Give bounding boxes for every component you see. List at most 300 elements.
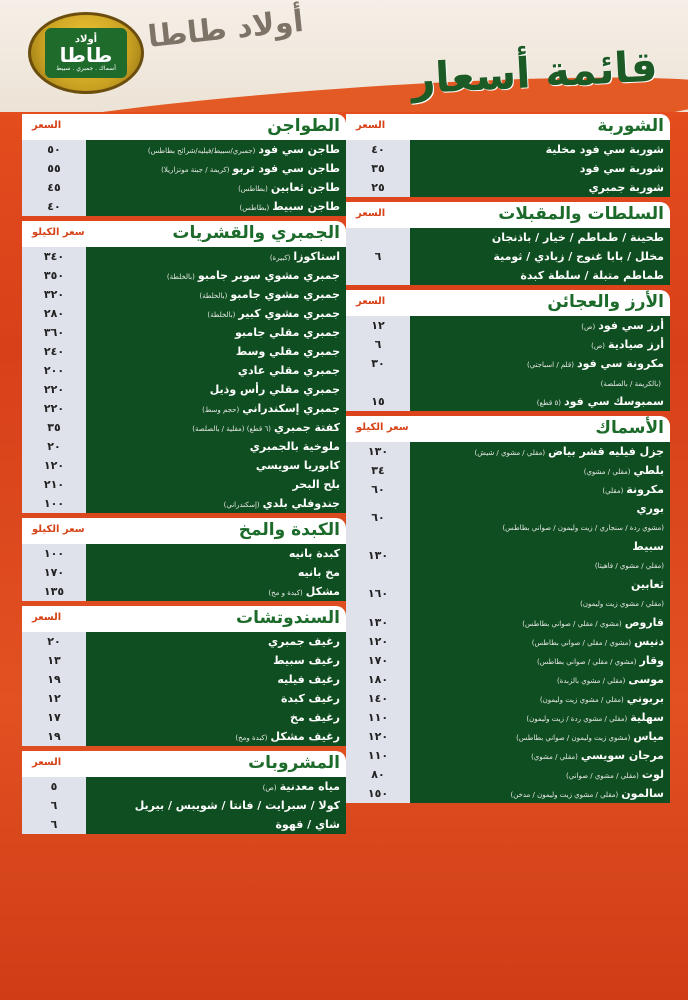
item-name: رغيف فيليه bbox=[277, 673, 340, 686]
item-name: قاروص bbox=[624, 616, 664, 629]
brand-name: أولاد طاطا bbox=[146, 3, 306, 55]
section-body bbox=[346, 140, 670, 197]
item-name: بربوني bbox=[626, 692, 664, 705]
item-name: جمبري مشوي جامبو bbox=[230, 288, 340, 301]
item-price: ١٧٠ bbox=[346, 651, 410, 670]
section-body bbox=[22, 140, 346, 216]
menu-item-row bbox=[22, 437, 346, 456]
item-name-cell bbox=[410, 159, 670, 178]
item-name: طحينة / طماطم / خيار / باذنجان bbox=[491, 231, 664, 244]
item-name-cell bbox=[86, 563, 346, 582]
item-name: مشكل bbox=[305, 585, 340, 598]
item-name-cell bbox=[410, 613, 670, 632]
item-note: (مقلي / مشوي / شيش) bbox=[474, 449, 546, 457]
item-note: (مقلي / مشوي ردة / زيت وليمون) bbox=[526, 715, 628, 723]
item-price: ٥٥ bbox=[22, 159, 86, 178]
item-price: ١٢٠ bbox=[346, 632, 410, 651]
item-price: ٢٢٠ bbox=[22, 380, 86, 399]
item-name: سمبوسك سي فود bbox=[564, 395, 664, 408]
item-name-cell bbox=[410, 537, 670, 575]
section-header bbox=[22, 114, 346, 140]
item-sub-note: (مشوي ردة / سنجاري / زيت وليمون / صواني بطاطس) bbox=[502, 524, 664, 532]
menu-item-row bbox=[346, 461, 670, 480]
item-name: رغيف سبيط bbox=[273, 654, 340, 667]
item-price: ٨٠ bbox=[346, 765, 410, 784]
menu-item-row bbox=[346, 537, 670, 575]
menu-item-row bbox=[22, 197, 346, 216]
menu-item-row bbox=[346, 670, 670, 689]
logo-name-text: طاطا bbox=[59, 43, 113, 67]
item-name-cell bbox=[86, 159, 346, 178]
section-title: الكبدة والمخ bbox=[238, 520, 340, 540]
menu-item-row bbox=[346, 247, 670, 266]
item-name: طاجن ثعابين bbox=[270, 181, 340, 194]
section-price-label: سعر الكيلو bbox=[356, 422, 409, 433]
item-name-cell bbox=[86, 342, 346, 361]
section-body bbox=[346, 316, 670, 411]
item-name-cell bbox=[86, 399, 346, 418]
item-note: (قلم / اسباجتي) bbox=[527, 361, 574, 369]
header bbox=[0, 0, 688, 112]
item-name: طاجن سي فود تربو bbox=[232, 162, 340, 175]
menu-item-row bbox=[346, 499, 670, 537]
item-name-cell bbox=[86, 544, 346, 563]
right-column bbox=[346, 114, 670, 808]
menu-item-row bbox=[22, 777, 346, 796]
item-name-cell bbox=[410, 746, 670, 765]
item-price: ١٧٠ bbox=[22, 563, 86, 582]
item-name-cell bbox=[410, 575, 670, 613]
section-header bbox=[346, 416, 670, 442]
item-name: كولا / سبرايت / فانتا / شويبس / بيريل bbox=[134, 799, 340, 812]
item-price: ٢١٠ bbox=[22, 475, 86, 494]
item-note: (بطاطس) bbox=[239, 204, 270, 212]
menu-item-row bbox=[22, 563, 346, 582]
item-name: موسى bbox=[628, 673, 664, 686]
menu-item-row bbox=[346, 228, 670, 247]
item-price: ٣٥ bbox=[22, 418, 86, 437]
menu-item-row bbox=[22, 651, 346, 670]
item-name: جمبري إسكندراني bbox=[242, 402, 340, 415]
item-name-cell bbox=[410, 140, 670, 159]
menu-item-row bbox=[22, 727, 346, 746]
logo-top-text: أولاد bbox=[74, 34, 98, 45]
item-note: (حجم وسط) bbox=[202, 406, 240, 414]
item-note: (بالخلطة) bbox=[166, 273, 195, 281]
item-name-cell bbox=[86, 777, 346, 796]
item-name: أرز سي فود bbox=[598, 319, 664, 332]
item-price bbox=[346, 266, 410, 285]
item-name-cell bbox=[410, 480, 670, 499]
menu-item-row bbox=[22, 304, 346, 323]
item-price: ١٥ bbox=[346, 392, 410, 411]
item-name: ملوخية بالجمبري bbox=[249, 440, 340, 453]
menu-item-row bbox=[346, 442, 670, 461]
item-name-cell bbox=[86, 727, 346, 746]
item-price: ٥ bbox=[22, 777, 86, 796]
section-title: المشروبات bbox=[248, 753, 340, 773]
item-name-cell bbox=[86, 475, 346, 494]
menu-item-row bbox=[22, 475, 346, 494]
menu-item-row bbox=[346, 613, 670, 632]
menu-item-row bbox=[22, 796, 346, 815]
section-header bbox=[22, 221, 346, 247]
item-name-cell bbox=[86, 418, 346, 437]
menu-item-row bbox=[346, 373, 670, 392]
menu-item-row bbox=[22, 323, 346, 342]
item-name-cell bbox=[86, 361, 346, 380]
item-name: لوت bbox=[641, 768, 664, 781]
item-price: ١٣ bbox=[22, 651, 86, 670]
menu-item-row bbox=[346, 575, 670, 613]
item-name-cell bbox=[410, 373, 670, 392]
item-name: جمبري مشوي كبير bbox=[238, 307, 340, 320]
item-name: كفتة جمبري bbox=[273, 421, 340, 434]
section-body bbox=[22, 544, 346, 601]
item-name: جمبري مقلي رأس وذيل bbox=[209, 383, 340, 396]
item-name: بلطي bbox=[633, 464, 664, 477]
section-price-label: السعر bbox=[356, 208, 386, 219]
menu-section bbox=[346, 114, 670, 197]
item-name: رغيف جمبري bbox=[268, 635, 340, 648]
item-note: (مشوي زيت وليمون / صواني بطاطس) bbox=[516, 734, 631, 742]
item-price bbox=[346, 373, 410, 392]
item-name: وقار bbox=[639, 654, 664, 667]
menu-item-row bbox=[22, 632, 346, 651]
menu-item-row bbox=[22, 399, 346, 418]
item-price: ١٨٠ bbox=[346, 670, 410, 689]
item-name: جمبري مقلي وسط bbox=[235, 345, 340, 358]
item-name-cell bbox=[86, 140, 346, 159]
item-name: مياه معدنية bbox=[279, 780, 340, 793]
item-note: (إسكندراني) bbox=[223, 501, 260, 509]
left-column bbox=[22, 114, 346, 839]
item-note: (كريمة / جبنة موتزاريلا) bbox=[161, 166, 230, 174]
item-note: (بالخلطة) bbox=[199, 292, 228, 300]
menu-item-row bbox=[22, 247, 346, 266]
item-name-cell bbox=[86, 247, 346, 266]
item-name-cell bbox=[410, 392, 670, 411]
item-name-cell bbox=[86, 651, 346, 670]
item-name-cell bbox=[86, 494, 346, 513]
item-price: ٤٠ bbox=[346, 140, 410, 159]
section-title: الشوربة bbox=[597, 116, 664, 136]
item-note: (كبيرة) bbox=[269, 254, 291, 262]
item-name: مكرونة سي فود bbox=[576, 357, 664, 370]
section-body bbox=[346, 442, 670, 803]
menu-section bbox=[346, 202, 670, 285]
item-note: (بطاطس) bbox=[238, 185, 268, 193]
item-price: ٣٦٠ bbox=[22, 323, 86, 342]
item-price: ٢٨٠ bbox=[22, 304, 86, 323]
item-name-cell bbox=[410, 266, 670, 285]
menu-item-row bbox=[346, 708, 670, 727]
item-price: ٦٠ bbox=[346, 480, 410, 499]
item-name: مرجان سويسي bbox=[580, 749, 664, 762]
item-name-cell bbox=[86, 708, 346, 727]
item-name: جمبري مشوي سوبر جامبو bbox=[197, 269, 340, 282]
item-name-cell bbox=[410, 784, 670, 803]
menu-section bbox=[346, 290, 670, 411]
menu-item-row bbox=[346, 392, 670, 411]
menu-item-row bbox=[22, 544, 346, 563]
menu-section bbox=[22, 606, 346, 746]
item-name: دنيس bbox=[634, 635, 664, 648]
item-name: جندوفلي بلدي bbox=[262, 497, 340, 510]
menu-item-row bbox=[346, 632, 670, 651]
item-name-cell bbox=[86, 178, 346, 197]
item-name: سبيط bbox=[632, 540, 664, 553]
item-name: طاجن سبيط bbox=[272, 200, 340, 213]
item-name-cell bbox=[86, 197, 346, 216]
item-price: ٣٥٠ bbox=[22, 266, 86, 285]
item-name: جمبري مقلي جامبو bbox=[235, 326, 340, 339]
item-price: ١٩ bbox=[22, 727, 86, 746]
logo-sub-text: أسماك . جمبري . سبيط bbox=[56, 65, 116, 72]
section-header bbox=[22, 518, 346, 544]
menu-section bbox=[346, 416, 670, 803]
item-name-cell bbox=[86, 670, 346, 689]
item-note: (كبدة و مخ) bbox=[268, 589, 303, 597]
item-name: مخلل / بابا غنوج / زبادي / ثومية bbox=[493, 250, 664, 263]
item-price: ٢٠٠ bbox=[22, 361, 86, 380]
item-price: ٢٠ bbox=[22, 437, 86, 456]
item-name: رغيف كبدة bbox=[280, 692, 340, 705]
menu-item-row bbox=[346, 178, 670, 197]
item-name-cell bbox=[410, 670, 670, 689]
menu-item-row bbox=[22, 670, 346, 689]
item-sub-note: (مقلي / مشوي زيت وليمون) bbox=[580, 600, 664, 608]
section-price-label: سعر الكيلو bbox=[32, 524, 85, 535]
item-note: (مقلي / مشوي) bbox=[583, 468, 631, 476]
item-price: ١٦٠ bbox=[346, 575, 410, 613]
menu-item-row bbox=[22, 689, 346, 708]
item-note: (بالخلطة) bbox=[207, 311, 236, 319]
item-note: (مشوي / مقلي / صواني بطاطس) bbox=[537, 658, 637, 666]
section-body bbox=[22, 247, 346, 513]
item-note: (جمبري/سبيط/فيليه/شرائح بطاطس) bbox=[147, 147, 256, 155]
menu-item-row bbox=[22, 708, 346, 727]
menu-item-row bbox=[22, 380, 346, 399]
item-name: رغيف مخ bbox=[289, 711, 340, 724]
item-price: ٢٠ bbox=[22, 632, 86, 651]
item-name-cell bbox=[410, 499, 670, 537]
section-header bbox=[346, 290, 670, 316]
menu-item-row bbox=[346, 159, 670, 178]
item-name: رغيف مشكل bbox=[270, 730, 340, 743]
item-name: ثعابين bbox=[631, 578, 664, 591]
section-title: الجمبري والقشريات bbox=[172, 223, 340, 243]
item-name-cell bbox=[410, 632, 670, 651]
item-note: (مقلي / مشوي زيت وليمون / مدخن) bbox=[510, 791, 619, 799]
item-price bbox=[346, 228, 410, 247]
menu-item-row bbox=[346, 746, 670, 765]
item-price: ١٢٠ bbox=[22, 456, 86, 475]
item-name-cell bbox=[410, 765, 670, 784]
item-name: جزل فيليه قشر بياض bbox=[548, 445, 664, 458]
item-price: ١٥٠ bbox=[346, 784, 410, 803]
item-note: (بالكريمة / بالصلصة) bbox=[600, 380, 661, 388]
item-price: ١٠٠ bbox=[22, 494, 86, 513]
item-note: (٥ قطع) bbox=[536, 399, 561, 407]
menu-item-row bbox=[346, 354, 670, 373]
item-price: ١٧ bbox=[22, 708, 86, 727]
item-note: (٦ قطع) (مقلية / بالصلصة) bbox=[192, 425, 271, 433]
item-note: (مقلي / مشوي / صواني) bbox=[566, 772, 639, 780]
item-name: مكرونة bbox=[626, 483, 664, 496]
item-name-cell bbox=[86, 266, 346, 285]
item-name-cell bbox=[410, 228, 670, 247]
item-name: كبدة بانيه bbox=[288, 547, 340, 560]
item-note: (مقلي / مشوي زيت وليمون) bbox=[539, 696, 624, 704]
item-name-cell bbox=[410, 651, 670, 670]
item-price: ٣٤٠ bbox=[22, 247, 86, 266]
item-name: مخ بانيه bbox=[297, 566, 340, 579]
item-name-cell bbox=[86, 815, 346, 834]
menu-section bbox=[22, 518, 346, 601]
item-name-cell bbox=[86, 304, 346, 323]
item-note: (ص) bbox=[581, 323, 596, 331]
item-price: ١٤٠ bbox=[346, 689, 410, 708]
item-price: ٣٥ bbox=[346, 159, 410, 178]
menu-section bbox=[22, 114, 346, 216]
section-title: الأسماك bbox=[595, 418, 664, 438]
section-title: الطواجن bbox=[267, 116, 340, 136]
menu-item-row bbox=[346, 316, 670, 335]
item-name-cell bbox=[410, 335, 670, 354]
menu-item-row bbox=[22, 178, 346, 197]
item-sub-note: (مقلي / مشوي / فاهيتا) bbox=[594, 562, 664, 570]
item-price: ٣٠ bbox=[346, 354, 410, 373]
item-name-cell bbox=[410, 689, 670, 708]
section-header bbox=[346, 202, 670, 228]
item-price: ١٩ bbox=[22, 670, 86, 689]
logo-badge bbox=[45, 28, 127, 78]
menu-item-row bbox=[346, 140, 670, 159]
item-name-cell bbox=[410, 708, 670, 727]
item-price: ٢٢٠ bbox=[22, 399, 86, 418]
item-note: (مشوي / مقلي / صواني بطاطس) bbox=[531, 639, 632, 647]
item-name-cell bbox=[86, 582, 346, 601]
menu-item-row bbox=[346, 480, 670, 499]
item-note: (كبدة ومخ) bbox=[235, 734, 268, 742]
item-price: ١٢٠ bbox=[346, 727, 410, 746]
menu-item-row bbox=[346, 651, 670, 670]
menu-section bbox=[22, 221, 346, 513]
item-name: شاي / قهوة bbox=[275, 818, 340, 831]
menu-item-row bbox=[346, 689, 670, 708]
menu-item-row bbox=[22, 285, 346, 304]
item-name-cell bbox=[86, 689, 346, 708]
item-price: ٤٥ bbox=[22, 178, 86, 197]
item-price: ٣٢٠ bbox=[22, 285, 86, 304]
menu-item-row bbox=[22, 418, 346, 437]
item-name: شوربة جمبري bbox=[588, 181, 664, 194]
item-name: طاجن سي فود bbox=[258, 143, 340, 156]
menu-section bbox=[22, 751, 346, 834]
item-note: (مقلي / مشوي) bbox=[531, 753, 578, 761]
menu-item-row bbox=[22, 494, 346, 513]
item-name: بوري bbox=[636, 502, 664, 515]
section-price-label: السعر bbox=[32, 757, 62, 768]
item-price: ٣٤ bbox=[346, 461, 410, 480]
section-price-label: السعر bbox=[356, 120, 386, 131]
item-note: (ص) bbox=[262, 784, 277, 792]
menu-item-row bbox=[22, 140, 346, 159]
item-price: ١٣٠ bbox=[346, 613, 410, 632]
section-body bbox=[346, 228, 670, 285]
item-price: ٥٠ bbox=[22, 140, 86, 159]
item-name-cell bbox=[86, 796, 346, 815]
menu-item-row bbox=[22, 582, 346, 601]
section-header bbox=[346, 114, 670, 140]
menu-item-row bbox=[22, 815, 346, 834]
item-name: مياس bbox=[633, 730, 664, 743]
item-price: ١٢ bbox=[22, 689, 86, 708]
item-name-cell bbox=[86, 380, 346, 399]
menu-item-row bbox=[346, 765, 670, 784]
item-name-cell bbox=[86, 437, 346, 456]
brand-logo bbox=[28, 12, 144, 94]
menu-item-row bbox=[22, 159, 346, 178]
item-name-cell bbox=[86, 632, 346, 651]
item-name-cell bbox=[86, 285, 346, 304]
menu-item-row bbox=[346, 266, 670, 285]
item-name: شوربة سي فود bbox=[579, 162, 664, 175]
item-price: ٦ bbox=[346, 247, 410, 266]
item-name-cell bbox=[410, 354, 670, 373]
menu-item-row bbox=[22, 456, 346, 475]
menu-item-row bbox=[346, 784, 670, 803]
item-note: (ص) bbox=[591, 342, 606, 350]
section-title: السندوتشات bbox=[236, 608, 340, 628]
section-header bbox=[22, 751, 346, 777]
item-price: ٢٥ bbox=[346, 178, 410, 197]
item-name: أرز صيادية bbox=[608, 338, 664, 351]
item-name-cell bbox=[410, 247, 670, 266]
section-title: السلطات والمقبلات bbox=[498, 204, 664, 224]
section-price-label: السعر bbox=[32, 120, 62, 131]
item-price: ٦٠ bbox=[346, 499, 410, 537]
item-name: بلح البحر bbox=[292, 478, 340, 491]
menu-item-row bbox=[22, 266, 346, 285]
item-price: ١١٠ bbox=[346, 746, 410, 765]
item-name: شوربة سي فود مخلية bbox=[545, 143, 664, 156]
item-price: ٦ bbox=[22, 815, 86, 834]
section-body bbox=[22, 777, 346, 834]
item-price: ٦ bbox=[346, 335, 410, 354]
item-note: (مقلي) bbox=[602, 487, 624, 495]
item-name-cell bbox=[86, 323, 346, 342]
item-price: ١٣٠ bbox=[346, 442, 410, 461]
section-title: الأرز والعجائن bbox=[547, 292, 664, 312]
section-body bbox=[22, 632, 346, 746]
menu-item-row bbox=[346, 727, 670, 746]
menu-item-row bbox=[22, 342, 346, 361]
item-price: ١٢ bbox=[346, 316, 410, 335]
item-name-cell bbox=[410, 442, 670, 461]
item-price: ١٠٠ bbox=[22, 544, 86, 563]
menu-title: قائمة أسعار bbox=[410, 41, 660, 104]
item-price: ٦ bbox=[22, 796, 86, 815]
item-price: ١٣٠ bbox=[346, 537, 410, 575]
item-name: كابوريا سويسي bbox=[255, 459, 340, 472]
section-price-label: السعر bbox=[356, 296, 386, 307]
item-price: ٢٤٠ bbox=[22, 342, 86, 361]
item-name: جمبري مقلي عادي bbox=[237, 364, 340, 377]
item-note: (مشوي / مقلي / صواني بطاطس) bbox=[522, 620, 622, 628]
item-name: سهلية bbox=[630, 711, 664, 724]
